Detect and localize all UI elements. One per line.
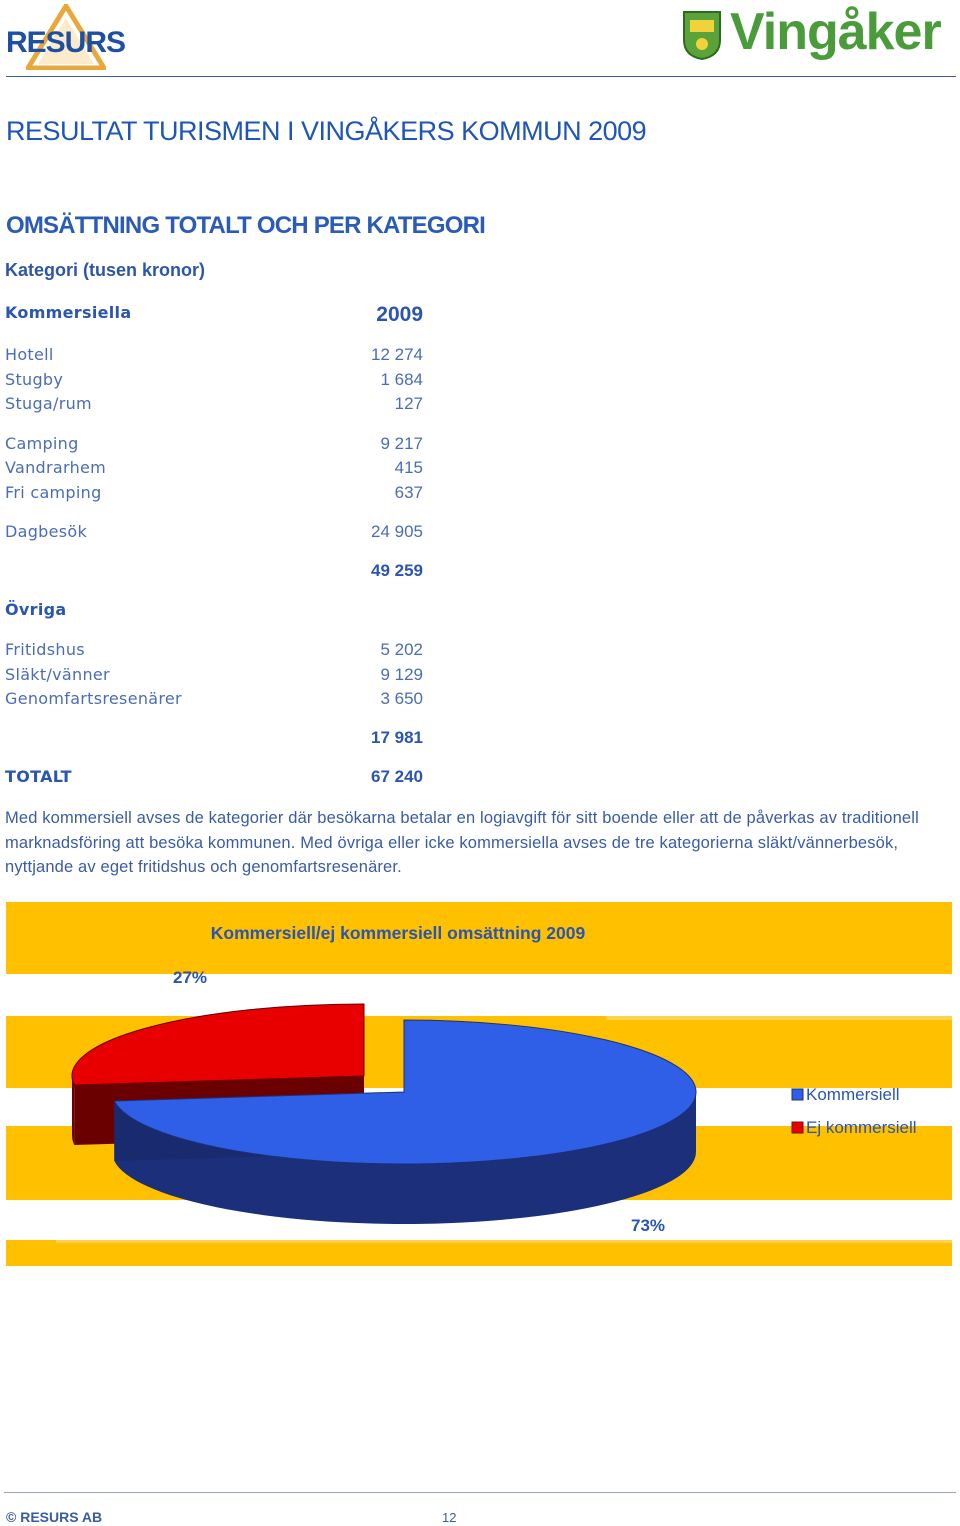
row-value: 24 905 bbox=[371, 522, 423, 541]
explanation-text: Med kommersiell avses de kategorier där besökarna betalar en logiavgift för sitt boende eller att de påverkas av traditionell marknadsföring att besöka kommunen. Med övriga eller icke kommersiella avses de tre kategorierna släkt/vännerbesök, nyttjande av eget fritidshus och genomfartsresenärer. bbox=[5, 809, 919, 876]
other-sum-row bbox=[5, 728, 423, 752]
pie-chart bbox=[6, 902, 952, 1266]
row-label: Fri camping bbox=[5, 483, 102, 502]
row-value: 9 217 bbox=[380, 434, 423, 453]
row-label: Hotell bbox=[5, 345, 54, 364]
legend-label-ej-kommersiell: Ej kommersiell bbox=[806, 1118, 917, 1137]
table-row bbox=[5, 522, 423, 546]
row-value: 127 bbox=[394, 394, 423, 413]
vingaker-logo-text: Vingåker bbox=[730, 3, 941, 61]
row-value: 415 bbox=[394, 458, 423, 477]
other-sum-value: 17 981 bbox=[371, 728, 423, 747]
resurs-logo bbox=[4, 2, 124, 72]
row-value: 1 684 bbox=[380, 370, 423, 389]
row-label: Vandrarhem bbox=[5, 458, 107, 477]
commercial-header-row bbox=[5, 303, 423, 327]
table-row bbox=[5, 665, 423, 689]
year-header: 2009 bbox=[376, 303, 423, 326]
row-label: Genomfartsresenärer bbox=[5, 689, 182, 708]
table-row bbox=[5, 483, 423, 507]
page-title: RESULTAT TURISMEN I VINGÅKERS KOMMUN 2009 bbox=[6, 116, 647, 146]
chart-band-edge bbox=[56, 1240, 952, 1243]
legend-swatch-ej-kommersiell bbox=[792, 1122, 803, 1133]
page-number: 12 bbox=[442, 1510, 457, 1525]
pie-slice-side-ej-kommersiell bbox=[72, 1076, 74, 1145]
commercial-header-label: Kommersiella bbox=[5, 303, 132, 322]
footer-copyright: © RESURS AB bbox=[6, 1509, 103, 1525]
table-row bbox=[5, 370, 423, 394]
legend-swatch-kommersiell bbox=[792, 1089, 803, 1100]
total-row bbox=[5, 767, 423, 791]
total-label: TOTALT bbox=[5, 767, 72, 786]
table-row bbox=[5, 345, 423, 369]
table-row bbox=[5, 394, 423, 418]
table-row bbox=[5, 640, 423, 664]
commercial-sum-value: 49 259 bbox=[371, 561, 423, 580]
row-value: 637 bbox=[394, 483, 423, 502]
row-value: 9 129 bbox=[380, 665, 423, 684]
data-label-ej-kommersiell: 27% bbox=[172, 968, 208, 987]
category-label: Kategori (tusen kronor) bbox=[5, 260, 206, 280]
row-label: Släkt/vänner bbox=[5, 665, 110, 684]
row-value: 12 274 bbox=[371, 345, 423, 364]
chart-band-edge bbox=[606, 1016, 952, 1020]
row-label: Stugby bbox=[5, 370, 64, 389]
legend-label-kommersiell: Kommersiell bbox=[806, 1085, 900, 1104]
footer-divider bbox=[4, 1492, 956, 1493]
chart-legend bbox=[792, 1085, 917, 1137]
other-header-label: Övriga bbox=[5, 600, 67, 619]
row-label: Dagbesök bbox=[5, 522, 88, 541]
table-row bbox=[5, 434, 423, 458]
commercial-sum-row bbox=[5, 561, 423, 585]
data-label-kommersiell: 73% bbox=[630, 1216, 666, 1235]
header-divider bbox=[6, 76, 956, 77]
row-label: Camping bbox=[5, 434, 79, 453]
table-row bbox=[5, 458, 423, 482]
resurs-logo-text: RESURS bbox=[6, 26, 126, 59]
table-row bbox=[5, 689, 423, 713]
row-value: 3 650 bbox=[380, 689, 423, 708]
vingaker-crest-icon bbox=[682, 10, 722, 60]
other-header-row bbox=[5, 600, 423, 624]
section-title: OMSÄTTNING TOTALT OCH PER KATEGORI bbox=[6, 212, 486, 239]
vingaker-logo bbox=[682, 3, 957, 68]
chart-title: Kommersiell/ej kommersiell omsättning 2009 bbox=[210, 923, 586, 943]
chart-band bbox=[6, 1240, 952, 1266]
row-label: Fritidshus bbox=[5, 640, 85, 659]
row-label: Stuga/rum bbox=[5, 394, 92, 413]
total-value: 67 240 bbox=[371, 767, 423, 786]
row-value: 5 202 bbox=[380, 640, 423, 659]
